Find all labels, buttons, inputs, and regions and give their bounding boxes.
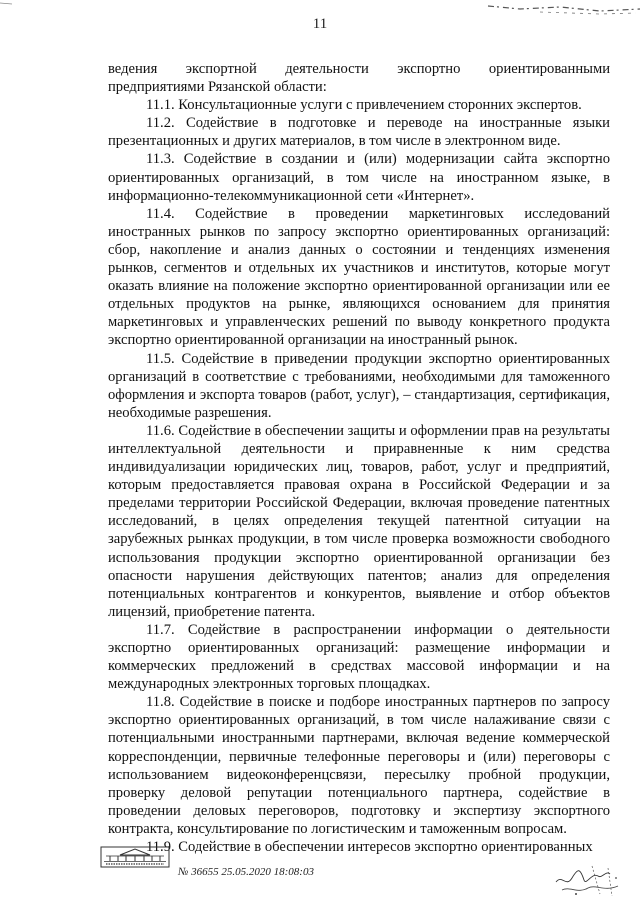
paragraph-11-2: 11.2. Содействие в подготовке и переводе на иностранные языки презентационных и других материалов, в том числе в электронном виде. bbox=[108, 115, 610, 150]
document-stamp: № 36655 25.05.2020 18:08:03 bbox=[178, 866, 314, 878]
page-number: 11 bbox=[312, 16, 328, 32]
paragraph-11-9: 11.9. Содействие в обеспечении интересов экспортно ориентированных bbox=[146, 839, 593, 856]
paragraph-11-1: 11.1. Консультационные услуги с привлечением сторонних экспертов. bbox=[146, 97, 582, 114]
paragraph-11-3: 11.3. Содействие в создании и (или) модернизации сайта экспортно ориентированных организаций, в том числе на иностранном языке, в информационно-телекоммуникационной сети «Интернет». bbox=[108, 151, 610, 204]
government-logo bbox=[100, 846, 170, 868]
paragraph-11-7: 11.7. Содействие в распространении информации о деятельности экспортно ориентированных организаций: размещение информации и коммерческих предложений в средствах массовой информации и на международных электронных торговых площадках. bbox=[108, 621, 610, 693]
paragraph-11-6: 11.6. Содействие в обеспечении защиты и оформлении прав на результаты интеллектуальной деятельности и приравненные к ним средства индивидуализации юридических лиц, товаров, работ, услуг и предприятий, которым предоставляется правовая охрана в Российской Федерации и за пределами территории Российской Федерации, включая проведение патентных исследований, в целях определения текущей патентной ситуации на зарубежных рынках продукции, в том числе проверка возможности свободного использования продукции экспортно ориентированной организации без опасности нарушения действующих патентов; анализ для определения потенциальных контрагентов и конкурентов, выявление и отбор объектов лицензий, приобретение патента. bbox=[108, 422, 610, 620]
paragraph-11-8: 11.8. Содействие в поиске и подборе иностранных партнеров по запросу экспортно ориентированных организаций, в том числе налаживание связи с потенциальными иностранными партнерами, включая ведение коммерческой корреспонденции, первичные телефонные переговоры и (или) переговоры с использованием видеоконференцсвязи, пересылку пробной продукции, проверку деловой репутации потенциального партнера, содействие в проведении деловых переговоров, подготовку и экспертизу экспортного контракта, консультирование по логистическим и таможенным вопросам. bbox=[108, 694, 610, 837]
paragraph-intro: ведения экспортной деятельности экспортно ориентированными предприятиями Рязанской области: bbox=[108, 61, 610, 96]
handwritten-signature bbox=[552, 860, 624, 900]
paragraph-11-5: 11.5. Содействие в приведении продукции экспортно ориентированных организаций в соответствие с требованиями, необходимыми для таможенного оформления и экспорта товаров (работ, услуг), – стандартизация, сертификация, необходимые разрешения. bbox=[108, 350, 610, 421]
document-body bbox=[108, 60, 610, 856]
paragraph-11-4: 11.4. Содействие в проведении маркетинговых исследований иностранных рынков по запросу экспортно ориентированных организаций: сбор, накопление и анализ данных о состоянии и тенденциях изменения рынков, сегментов и отдельных их участников и институтов, которые могут оказать влияние на положение экспортно ориентированной организации или ее отдельных продуктов на рынке, являющихся основанием для принятия маркетинговых и управленческих решений по выводу конкретного продукта экспортно ориентированной организации на иностранный рынок. bbox=[108, 205, 610, 349]
